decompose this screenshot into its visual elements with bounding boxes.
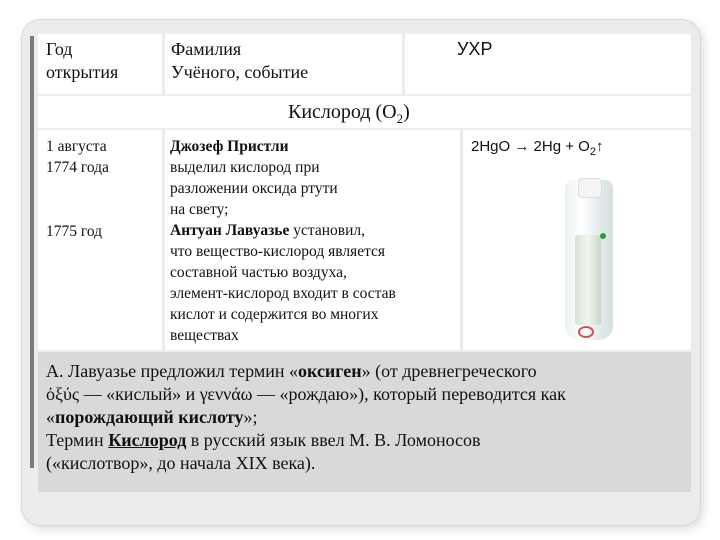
section-band [38, 96, 691, 128]
event-line8: элемент-кислород входит в состав [170, 285, 396, 302]
note-line1-b: » (от древнегреческого [361, 361, 537, 381]
reaction-sub: 2 [589, 146, 596, 158]
event-line7: составной частью воздуха, [170, 264, 347, 281]
header-name-line2: Учёного, событие [171, 62, 309, 82]
event-line9: кислот и содержится во многих [170, 306, 379, 323]
scientist-lavoisier: Антуан Лавуазье [170, 222, 290, 239]
note-line5: («кислотвор», до начала XIX века). [46, 453, 316, 473]
event-line5-rest: установил, [289, 222, 366, 239]
date-cell [38, 130, 162, 350]
note-line1-a: А. Лавуазье предложил термин « [46, 361, 299, 381]
section-title-sub: 2 [396, 111, 404, 126]
note-line3-b: »; [243, 407, 258, 427]
date1-line2: 1774 года [46, 159, 109, 176]
date2: 1775 год [46, 223, 103, 240]
header-cell-year [38, 34, 162, 94]
reaction-arrow: ↑ [595, 138, 604, 155]
header-year-line2: открытия [46, 62, 119, 82]
date1-line1: 1 августа [46, 138, 107, 155]
term-kislorod: Кислород [108, 430, 187, 450]
term-oxygen: оксиген [298, 361, 362, 381]
reaction-equation [471, 136, 683, 163]
test-tube-cap [578, 178, 602, 198]
note-block [38, 352, 691, 492]
note-line1 [46, 360, 683, 383]
note-line3 [46, 406, 683, 429]
header-reaction-label: УХР [457, 39, 493, 59]
event-line5 [170, 220, 455, 241]
note-line2: ὀξύς — «кислый» и γεννάω — «рождаю»), который переводится как [46, 384, 566, 404]
term-acid-producing: порождающий кислоту [55, 407, 244, 427]
section-title-text: Кислород (O [288, 101, 397, 123]
scientist-priestley: Джозеф Пристли [170, 138, 289, 155]
note-line3-a: « [46, 407, 55, 427]
note-line4-b: в русский язык ввел М. В. Ломоносов [186, 430, 481, 450]
test-tube-liquid [575, 235, 601, 325]
event-line6: что вещество-кислород является [170, 243, 386, 260]
event-line4: на свету; [170, 201, 229, 218]
event-cell [165, 130, 460, 350]
note-line4-a: Термин [46, 430, 109, 450]
test-tube-mark [578, 326, 594, 338]
note-line4 [46, 429, 683, 452]
reaction-main: 2HgO → 2Hg + O [471, 138, 590, 155]
test-tube-dot [600, 233, 606, 239]
event-line10: веществах [170, 327, 239, 344]
header-year-line1: Год [46, 39, 73, 59]
section-title-suffix: ) [403, 101, 410, 123]
event-line2: выделил кислород при [170, 159, 320, 176]
frame-left-rule [30, 36, 34, 468]
event-line3: разложении оксида ртути [170, 180, 338, 197]
header-cell-reaction [405, 34, 691, 94]
header-cell-name [165, 34, 402, 94]
header-name-line1: Фамилия [171, 39, 242, 59]
section-title [288, 99, 410, 132]
